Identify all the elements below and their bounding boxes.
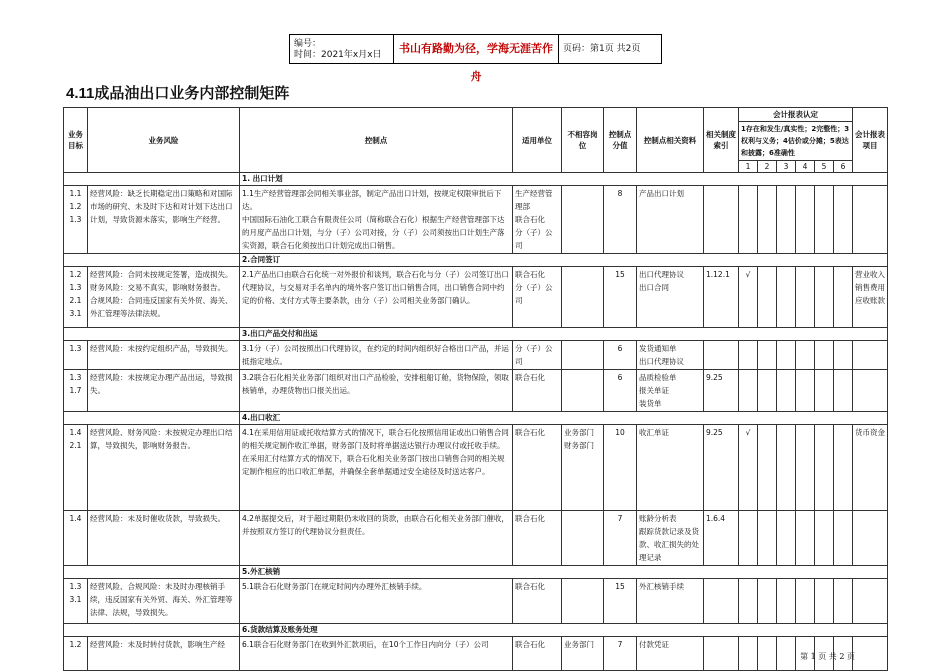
cell-account — [853, 341, 888, 370]
cell-unit: 生产经营管理部 联合石化 分（子）公司 — [513, 186, 562, 254]
section-spacer — [64, 254, 240, 267]
cell-assertion-mark — [739, 511, 758, 566]
doc-number-label: 编号： — [294, 39, 322, 49]
cell-assertion-mark — [777, 341, 796, 370]
cell-assertion-mark — [796, 425, 815, 511]
cell-incompat — [562, 186, 604, 254]
cell-assertion-mark — [815, 267, 834, 328]
cell-score: 10 — [604, 425, 637, 511]
cell-docs: 收汇单证 — [637, 425, 704, 511]
cell-docs: 外汇核销手续 — [637, 579, 704, 624]
cell-control: 2.1产品出口由联合石化统一对外报价和谈判，联合石化与分（子）公司签订出口代理协议，与交易对手名单内的境外客户签订出口销售合同，出口销售合同中约定的价格、支付方式等主要条款，由分（子）公司相关业务部门确认。 — [240, 267, 513, 328]
th-num: 5 — [815, 161, 834, 173]
table-row — [64, 511, 888, 566]
th-num: 3 — [777, 161, 796, 173]
cell-assertion-mark — [834, 511, 853, 566]
section-row — [64, 254, 888, 267]
cell-objective: 1.3 — [64, 341, 88, 370]
cell-index: 1.12.1 — [704, 267, 739, 328]
cell-assertion-mark — [777, 511, 796, 566]
cell-docs: 品质检验单 报关单证 装货单 — [637, 370, 704, 412]
th-num: 4 — [796, 161, 815, 173]
table-row — [64, 637, 888, 671]
cell-index: 9.25 — [704, 425, 739, 511]
cell-risk: 经营风险、合规风险：未及时办理核销手续，违反国家有关外贸、海关、外汇管理等法律、法规，导致损失。 — [88, 579, 240, 624]
section-row — [64, 412, 888, 425]
th-risk: 业务风险 — [88, 108, 240, 173]
cell-assertion-mark — [796, 341, 815, 370]
cell-score: 6 — [604, 341, 637, 370]
cell-score: 7 — [604, 637, 637, 671]
cell-objective: 1.1 1.2 1.3 — [64, 186, 88, 254]
cell-account: 营业收入 销售费用 应收账款 — [853, 267, 888, 328]
cell-score: 15 — [604, 267, 637, 328]
cell-risk: 经营风险、财务风险：未按规定办理出口结算，导致损失，影响财务报告。 — [88, 425, 240, 511]
cell-account — [853, 186, 888, 254]
th-unit: 适用单位 — [513, 108, 562, 173]
section-title: 5.外汇核销 — [240, 566, 888, 579]
cell-account — [853, 579, 888, 624]
cell-risk: 经营风险：未按约定组织产品，导致损失。 — [88, 341, 240, 370]
cell-assertion-mark — [758, 370, 777, 412]
cell-incompat: 业务部门 — [562, 637, 604, 671]
cell-unit: 联合石化 — [513, 637, 562, 671]
cell-assertion-mark — [739, 579, 758, 624]
cell-risk: 经营风险：未及时转付货款，影响生产经 — [88, 637, 240, 671]
cell-docs: 付款凭证 — [637, 637, 704, 671]
header-motto: 书山有路勤为径，学海无涯苦作舟 — [394, 35, 559, 63]
cell-assertion-mark — [758, 267, 777, 328]
cell-assertion-mark — [815, 186, 834, 254]
cell-unit: 分（子）公司 — [513, 341, 562, 370]
table-row — [64, 370, 888, 412]
cell-assertion-mark — [796, 186, 815, 254]
time-label: 时间：2021年x月x日 — [294, 50, 382, 60]
section-spacer — [64, 624, 240, 637]
cell-index: 1.6.4 — [704, 511, 739, 566]
cell-assertion-mark — [758, 186, 777, 254]
cell-assertion-mark — [834, 425, 853, 511]
cell-assertion-mark — [834, 267, 853, 328]
cell-unit: 联合石化 分（子）公司 — [513, 267, 562, 328]
page-footer: 第 1 页 共 2 页 — [800, 652, 855, 661]
cell-incompat — [562, 511, 604, 566]
table-row — [64, 341, 888, 370]
control-matrix-table — [63, 107, 888, 671]
cell-assertion-mark — [815, 370, 834, 412]
cell-docs: 发货通知单 出口代理协议 — [637, 341, 704, 370]
th-num: 2 — [758, 161, 777, 173]
cell-unit: 联合石化 — [513, 579, 562, 624]
cell-assertion-mark — [834, 370, 853, 412]
header-meta — [290, 35, 394, 63]
section-title: 2.合同签订 — [240, 254, 888, 267]
cell-objective: 1.2 — [64, 637, 88, 671]
th-incompat: 不相容岗位 — [562, 108, 604, 173]
section-spacer — [64, 566, 240, 579]
table-row — [64, 267, 888, 328]
table-row — [64, 425, 888, 511]
cell-index — [704, 341, 739, 370]
cell-incompat: 业务部门 财务部门 — [562, 425, 604, 511]
section-spacer — [64, 173, 240, 186]
section-title: 1. 出口计划 — [240, 173, 888, 186]
section-title: 3.出口产品交付和出运 — [240, 328, 888, 341]
cell-objective: 1.3 1.7 — [64, 370, 88, 412]
cell-control: 5.1联合石化财务部门在规定时间内办理外汇核销手续。 — [240, 579, 513, 624]
cell-score: 8 — [604, 186, 637, 254]
cell-assertion-mark — [815, 341, 834, 370]
cell-objective: 1.3 3.1 — [64, 579, 88, 624]
cell-score: 7 — [604, 511, 637, 566]
cell-control: 3.2联合石化相关业务部门组织对出口产品检验，安排租船订舱，货物保险，领取核销单，办理货物出口报关出运。 — [240, 370, 513, 412]
cell-assertion-mark — [758, 341, 777, 370]
cell-assertion-mark: √ — [739, 425, 758, 511]
section-row — [64, 624, 888, 637]
section-title: 6.货款结算及账务处理 — [240, 624, 888, 637]
cell-assertion-mark — [758, 637, 777, 671]
cell-objective: 1.4 2.1 — [64, 425, 88, 511]
cell-assertion-mark — [834, 341, 853, 370]
section-spacer — [64, 328, 240, 341]
th-index: 相关制度索引 — [704, 108, 739, 173]
section-spacer — [64, 412, 240, 425]
th-control: 控制点 — [240, 108, 513, 173]
cell-assertion-mark — [815, 425, 834, 511]
section-row — [64, 328, 888, 341]
cell-incompat — [562, 267, 604, 328]
cell-risk: 经营风险：缺乏长期稳定出口策略和对国际市场的研究、未及时下达和对计划下达出口计划，导致货源未落实，影响生产经营。 — [88, 186, 240, 254]
cell-control: 1.1生产经营管理部会同相关事业部，制定产品出口计划，按规定权限审批后下达。 中国国际石油化工联合有限责任公司（简称联合石化）根据生产经营管理部下达的月度产品出口计划，与分（子）公司对接，分（子）公司须按出口计划生产落实资源，联合石化须按出口计划完成出口销售。 — [240, 186, 513, 254]
cell-assertion-mark — [758, 511, 777, 566]
cell-assertion-mark — [815, 511, 834, 566]
cell-control: 3.1分（子）公司按照出口代理协议，在约定的时间内组织好合格出口产品，并运抵指定地点。 — [240, 341, 513, 370]
page-title: 4.11成品油出口业务内部控制矩阵 — [66, 85, 290, 102]
cell-index: 9.25 — [704, 370, 739, 412]
table-row — [64, 579, 888, 624]
cell-assertion-mark — [834, 186, 853, 254]
cell-control: 4.2单据提交后，对于超过期限仍未收回的货款，由联合石化相关业务部门催收，并按照双方签订的代理协议分担责任。 — [240, 511, 513, 566]
cell-objective: 1.4 — [64, 511, 88, 566]
cell-assertion-mark — [758, 425, 777, 511]
cell-docs: 账龄分析表 跟踪货款记录及货款、收汇损失的处理记录 — [637, 511, 704, 566]
cell-assertion-mark — [777, 425, 796, 511]
cell-assertion-mark — [796, 579, 815, 624]
th-assert-desc: 1存在和发生/真实性；2完整性；3权利与义务；4估价或分摊；5表达和披露；6准确性 — [739, 122, 853, 161]
cell-account — [853, 370, 888, 412]
th-score: 控制点分值 — [604, 108, 637, 173]
cell-assertion-mark — [739, 370, 758, 412]
cell-control: 6.1联合石化财务部门在收到外汇款项后，在10个工作日内向分（子）公司 — [240, 637, 513, 671]
cell-score: 6 — [604, 370, 637, 412]
section-row — [64, 173, 888, 186]
cell-assertion-mark — [796, 511, 815, 566]
cell-incompat — [562, 579, 604, 624]
document-header — [289, 34, 662, 83]
cell-incompat — [562, 341, 604, 370]
cell-assertion-mark — [739, 341, 758, 370]
cell-assertion-mark — [777, 370, 796, 412]
cell-control: 4.1在采用信用证或托收结算方式的情况下，联合石化按照信用证或出口销售合同的相关规定制作收汇单据，财务部门及时将单据送达银行办理议付或托收手续。 在采用汇付结算方式的情况下，联合石化相关业务部门按出口销售合同的相关规定制作相应的出口收汇单据，并确保全套单据通过安全途径及时送达客户。 — [240, 425, 513, 511]
section-title: 4.出口收汇 — [240, 412, 888, 425]
cell-docs: 出口代理协议 出口合同 — [637, 267, 704, 328]
cell-assertion-mark — [777, 267, 796, 328]
cell-unit: 联合石化 — [513, 425, 562, 511]
cell-assertion-mark — [815, 579, 834, 624]
cell-risk: 经营风险：未按规定办理产品出运，导致损失。 — [88, 370, 240, 412]
cell-assertion-mark — [777, 579, 796, 624]
cell-account — [853, 511, 888, 566]
cell-risk: 经营风险：合同未按规定签署，造成损失。 财务风险：交易不真实，影响财务报告。 合规风险：合同违反国家有关外贸、海关、外汇管理等法律法规。 — [88, 267, 240, 328]
cell-assertion-mark — [777, 186, 796, 254]
cell-assertion-mark — [796, 267, 815, 328]
cell-unit: 联合石化 — [513, 370, 562, 412]
cell-assertion-mark — [796, 370, 815, 412]
cell-assertion-mark — [739, 186, 758, 254]
section-row — [64, 566, 888, 579]
th-account: 会计报表项目 — [853, 108, 888, 173]
cell-incompat — [562, 370, 604, 412]
cell-assertion-mark — [777, 637, 796, 671]
th-docs: 控制点相关资料 — [637, 108, 704, 173]
cell-unit: 联合石化 — [513, 511, 562, 566]
cell-assertion-mark: √ — [739, 267, 758, 328]
cell-assertion-mark — [739, 637, 758, 671]
th-num: 1 — [739, 161, 758, 173]
cell-risk: 经营风险：未及时催收货款，导致损失。 — [88, 511, 240, 566]
table-row — [64, 186, 888, 254]
cell-index — [704, 186, 739, 254]
cell-objective: 1.2 1.3 2.1 3.1 — [64, 267, 88, 328]
cell-account — [853, 637, 888, 671]
cell-index — [704, 637, 739, 671]
th-num: 6 — [834, 161, 853, 173]
cell-docs: 产品出口计划 — [637, 186, 704, 254]
cell-account: 货币资金 — [853, 425, 888, 511]
cell-score: 15 — [604, 579, 637, 624]
cell-index — [704, 579, 739, 624]
cell-assertion-mark — [758, 579, 777, 624]
cell-assertion-mark — [834, 579, 853, 624]
th-objective: 业务目标 — [64, 108, 88, 173]
th-assert-group: 会计报表认定 — [739, 108, 853, 122]
header-page: 页码：第1页 共2页 — [563, 44, 641, 54]
